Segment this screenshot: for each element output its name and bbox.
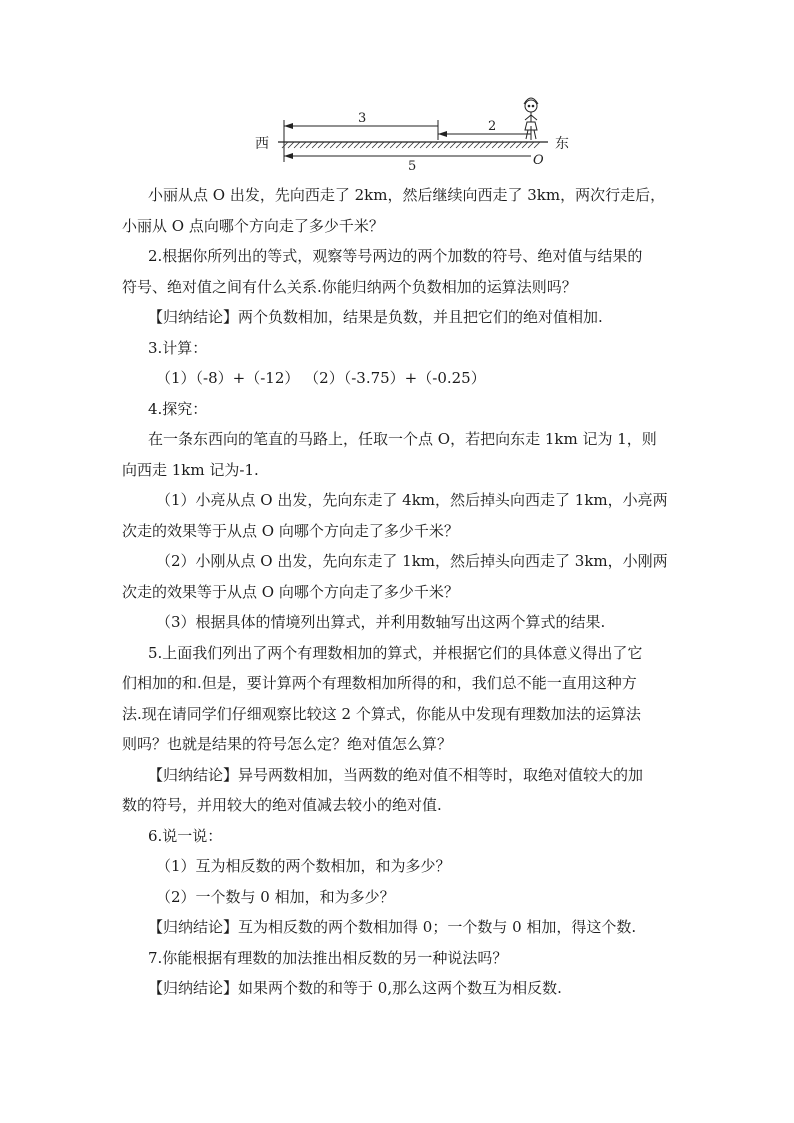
number-line-figure xyxy=(248,92,588,172)
paragraph-line: （1）小亮从点 O 出发，先向东走了 4km，然后掉头向西走了 1km，小亮两 xyxy=(156,491,668,509)
paragraph-line: 小丽从点 O 出发，先向西走了 2km，然后继续向西走了 3km，两次行走后， xyxy=(148,186,666,204)
paragraph-line: 法.现在请同学们仔细观察比较这 2 个算式，你能从中发现有理数加法的运算法 xyxy=(122,704,641,723)
paragraph-line: 小丽从 O 点向哪个方向走了多少千米？ xyxy=(122,216,384,235)
conclusion-line: 【归纳结论】互为相反数的两个数相加得 0；一个数与 0 相加，得这个数. xyxy=(148,918,637,936)
document-body xyxy=(122,180,682,1004)
paragraph-line: （2）小刚从点 O 出发，先向东走了 1km，然后掉头向西走了 3km，小刚两 xyxy=(156,552,668,570)
paragraph-line: 向西走 1km 记为-1. xyxy=(122,460,259,479)
conclusion-line: 【归纳结论】两个负数相加，结果是负数，并且把它们的绝对值相加. xyxy=(148,308,603,326)
east-label: 东 xyxy=(555,136,569,152)
paragraph-line: （2）一个数与 0 相加，和为多少？ xyxy=(156,887,395,906)
road-hatch xyxy=(282,142,540,148)
seg-total-label: 5 xyxy=(408,159,417,172)
conclusion-line: 【归纳结论】异号两数相加，当两数的绝对值不相等时，取绝对值较大的加 xyxy=(148,765,644,784)
number-line-diagram xyxy=(248,92,588,172)
paragraph-line: 在一条东西向的笔直的马路上，任取一个点 O，若把向东走 1km 记为 1，则 xyxy=(148,430,657,448)
paragraph-line: 次走的效果等于从点 O 向哪个方向走了多少千米？ xyxy=(122,582,459,601)
paragraph-line: 们相加的和.但是，要计算两个有理数相加所得的和，我们总不能一直用这种方 xyxy=(122,674,637,692)
paragraph-line: 次走的效果等于从点 O 向哪个方向走了多少千米？ xyxy=(122,521,459,540)
paragraph-line: 符号、绝对值之间有什么关系.你能归纳两个负数相加的运算法则吗？ xyxy=(122,277,577,296)
paragraph-line: 数的符号，并用较大的绝对值减去较小的绝对值. xyxy=(122,796,442,814)
paragraph-line: （1）互为相反数的两个数相加，和为多少？ xyxy=(156,857,451,875)
origin-label: O xyxy=(533,153,544,168)
paragraph-line: 2.根据你所列出的等式，观察等号两边的两个加数的符号、绝对值与结果的 xyxy=(148,247,643,265)
question-heading: 6.说一说： xyxy=(148,826,223,845)
question-heading: 3.计算： xyxy=(148,338,208,357)
question-heading: 4.探究： xyxy=(148,399,208,418)
paragraph-line: 则吗？也就是结果的符号怎么定？绝对值怎么算？ xyxy=(122,735,453,753)
paragraph-line: 5.上面我们列出了两个有理数相加的算式，并根据它们的具体意义得出了它 xyxy=(148,643,643,662)
seg-left-label: 3 xyxy=(358,111,367,126)
question-heading: 7.你能根据有理数的加法推出相反数的另一种说法吗？ xyxy=(148,948,508,967)
conclusion-line: 【归纳结论】如果两个数的和等于 0,那么这两个数互为相反数. xyxy=(148,979,562,997)
calc-item-1: （1）（-8）+（-12） xyxy=(156,369,300,387)
west-label: 西 xyxy=(255,136,269,152)
seg-right-label: 2 xyxy=(488,119,497,134)
calc-row xyxy=(122,363,682,394)
calc-item-2: （2）（-3.75）+（-0.25） xyxy=(304,369,486,387)
paragraph-line: （3）根据具体的情境列出算式，并利用数轴写出这两个算式的结果. xyxy=(156,613,606,631)
